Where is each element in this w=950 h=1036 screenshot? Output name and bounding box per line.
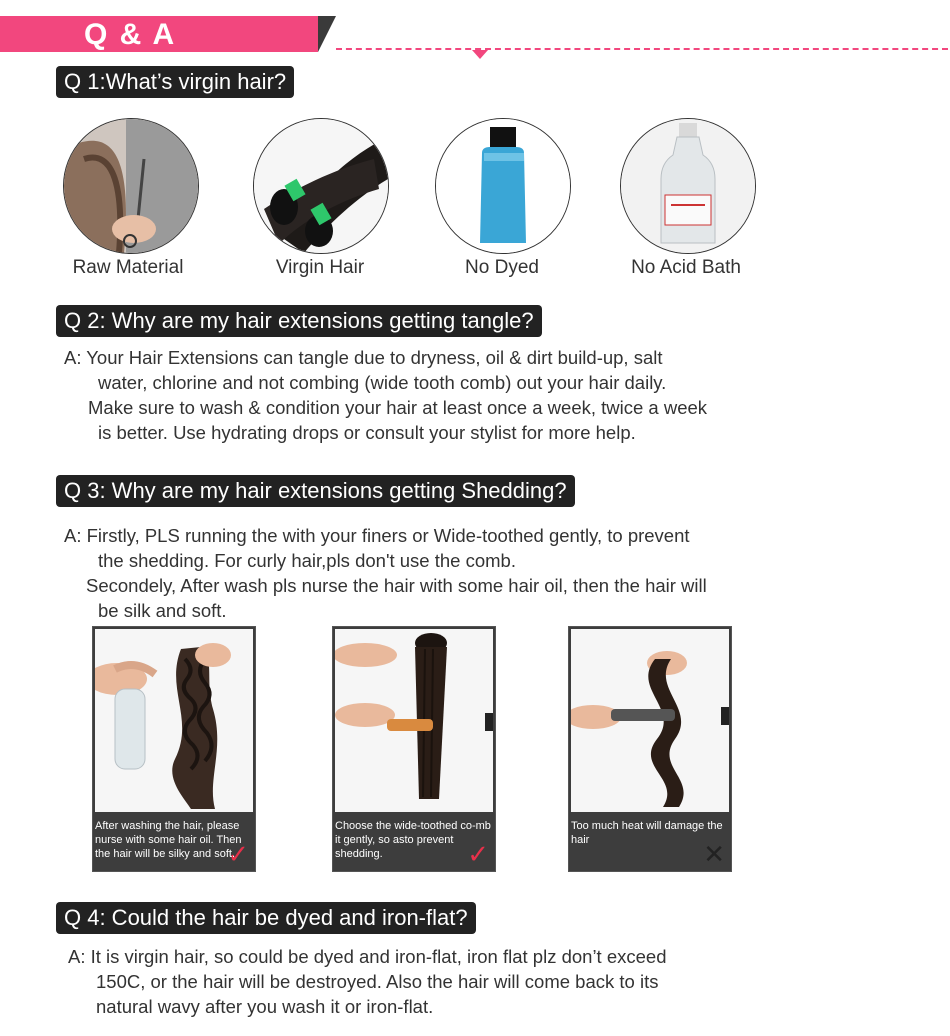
answer-4-line: natural wavy after you wash it or iron-flat. bbox=[96, 996, 434, 1017]
check-icon: ✓ bbox=[227, 839, 249, 869]
answer-2-line: Make sure to wash & condition your hair at least once a week, twice a week bbox=[88, 397, 708, 418]
hair-bundle-photo-icon bbox=[254, 119, 388, 253]
answer-3-line: the shedding. For curly hair,pls don't use the comb. bbox=[98, 550, 516, 571]
blue-bottle-photo-icon bbox=[436, 119, 570, 253]
answer-2-line: is better. Use hydrating drops or consult your stylist for more help. bbox=[98, 422, 636, 443]
answer-4-line: A: It is virgin hair, so could be dyed and iron-flat, iron flat plz don’t exceed bbox=[68, 946, 667, 967]
raw-material-label: Raw Material bbox=[72, 257, 184, 278]
straight-hair-comb-icon bbox=[335, 629, 493, 812]
no-dyed-label: No Dyed bbox=[465, 257, 539, 278]
question-3-label: Q 3: Why are my hair extensions getting Shedding? bbox=[56, 475, 575, 507]
photo-caption: Too much heat will damage the hair bbox=[571, 820, 723, 846]
page-title: Q & A bbox=[84, 18, 177, 51]
no-dyed-image bbox=[435, 118, 571, 254]
virgin-hair-image bbox=[253, 118, 389, 254]
comb-care-photo-card bbox=[332, 626, 496, 872]
wavy-hair-photo bbox=[571, 629, 729, 812]
wavy-hair-flat-iron-icon bbox=[571, 629, 729, 812]
answer-3-line: be silk and soft. bbox=[98, 600, 227, 621]
check-icon: ✓ bbox=[467, 839, 489, 869]
photo-caption: Choose the wide-toothed co-mb it gently, so asto prevent shedding. bbox=[335, 820, 491, 860]
question-2-label: Q 2: Why are my hair extensions getting tangle? bbox=[56, 305, 542, 337]
clear-bottle-photo-icon bbox=[621, 119, 755, 253]
curly-hair-photo bbox=[95, 629, 253, 812]
answer-3-line: A: Firstly, PLS running the with your finers or Wide-toothed gently, to prevent bbox=[64, 525, 690, 546]
photo-caption: After washing the hair, please nurse with some hair oil. Then the hair will be silky and soft. bbox=[95, 820, 242, 860]
straight-hair-photo bbox=[335, 629, 493, 812]
no-acid-bath-label: No Acid Bath bbox=[631, 257, 741, 278]
scissors-hair-photo-icon bbox=[64, 119, 198, 253]
virgin-hair-label: Virgin Hair bbox=[275, 257, 365, 278]
heat-damage-photo-card bbox=[568, 626, 732, 872]
raw-material-image bbox=[63, 118, 199, 254]
header-divider bbox=[336, 48, 948, 50]
answer-2-line: water, chlorine and not combing (wide tooth comb) out your hair daily. bbox=[98, 372, 667, 393]
divider-pointer-icon bbox=[472, 50, 488, 59]
no-acid-bath-image bbox=[620, 118, 756, 254]
question-4-label: Q 4: Could the hair be dyed and iron-flat? bbox=[56, 902, 476, 934]
cross-icon: ✕ bbox=[703, 839, 725, 869]
answer-2-line: A: Your Hair Extensions can tangle due to dryness, oil & dirt build-up, salt bbox=[64, 347, 663, 368]
oil-care-photo-card bbox=[92, 626, 256, 872]
question-1-label: Q 1:What’s virgin hair? bbox=[56, 66, 294, 98]
curly-hair-oil-icon bbox=[95, 629, 253, 812]
answer-3-line: Secondely, After wash pls nurse the hair with some hair oil, then the hair will bbox=[86, 575, 707, 596]
answer-4-line: 150C, or the hair will be destroyed. Also the hair will come back to its bbox=[96, 971, 659, 992]
header-banner-fold bbox=[318, 16, 336, 52]
